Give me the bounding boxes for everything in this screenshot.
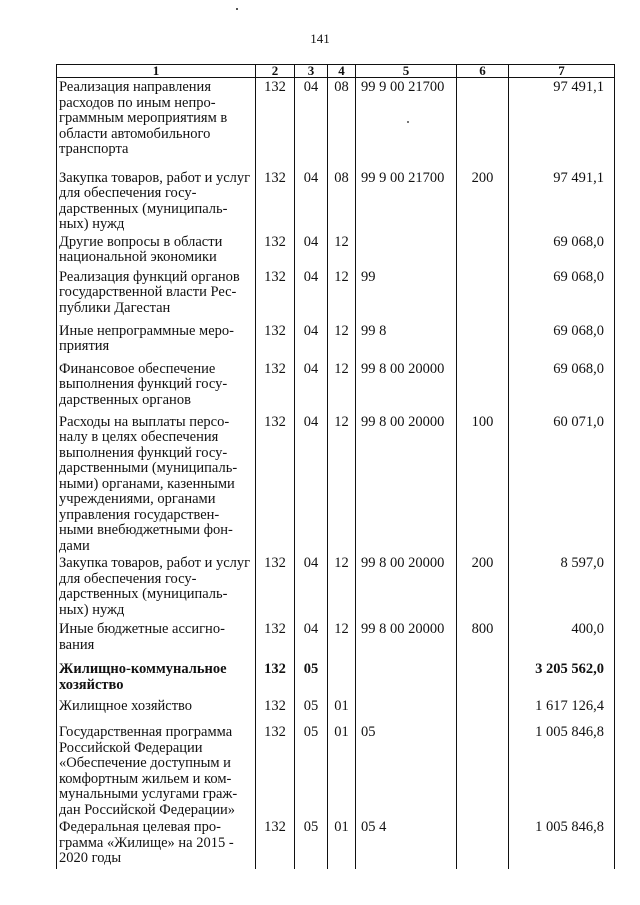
- target-article-code: [356, 660, 457, 697]
- expense-type-code: [457, 78, 509, 169]
- target-article-code: 99 8 00 20000: [356, 620, 457, 660]
- row-name: Федеральная целевая про-грамма «Жилище» на 2015 - 2020 годы: [57, 818, 256, 869]
- subsection-code: 12: [328, 413, 356, 555]
- row-name: Реализация направления расходов по иным непро-граммным мероприятиям в области автомобильного транспорта: [57, 78, 256, 169]
- amount-value: 400,0: [509, 620, 615, 660]
- expense-type-code: [457, 660, 509, 697]
- expense-type-code: [457, 268, 509, 322]
- table-row: [57, 233, 615, 268]
- amount-value: 3 205 562,0: [509, 660, 615, 697]
- subsection-code: 12: [328, 554, 356, 620]
- row-name: Жилищно-коммунальное хозяйство: [57, 660, 256, 697]
- amount-value: 8 597,0: [509, 554, 615, 620]
- table-row: [57, 697, 615, 723]
- row-name: Расходы на выплаты персо-налу в целях обеспечения выполнения функций госу-дарственными (муниципаль-ными) органами, казенными учреждениями, органами управления государствен-ными внебюджетными фон-дами: [57, 413, 256, 555]
- table-row: [57, 660, 615, 697]
- target-article-code: [356, 697, 457, 723]
- expense-type-code: 200: [457, 554, 509, 620]
- amount-value: 97 491,1: [509, 169, 615, 233]
- section-code: 04: [295, 169, 328, 233]
- expense-type-code: [457, 360, 509, 413]
- section-code: 04: [295, 554, 328, 620]
- target-article-code: 99 9 00 21700: [356, 169, 457, 233]
- section-code: 05: [295, 660, 328, 697]
- page-number: 141: [310, 31, 330, 46]
- scan-mark: [236, 8, 238, 10]
- ministry-code: 132: [256, 620, 295, 660]
- row-name: Иные бюджетные ассигно-вания: [57, 620, 256, 660]
- ministry-code: 132: [256, 169, 295, 233]
- row-name: Реализация функций органов государственной власти Рес-публики Дагестан: [57, 268, 256, 322]
- column-header: 3: [295, 65, 328, 78]
- amount-value: 97 491,1: [509, 78, 615, 169]
- target-article-code: 99 9 00 21700: [356, 78, 457, 169]
- section-code: 04: [295, 413, 328, 555]
- table-row: [57, 818, 615, 869]
- table-row: [57, 360, 615, 413]
- row-name: Иные непрограммные меро-приятия: [57, 322, 256, 360]
- amount-value: 1 005 846,8: [509, 723, 615, 818]
- expense-type-code: [457, 697, 509, 723]
- column-header: 5: [356, 65, 457, 78]
- amount-value: 69 068,0: [509, 322, 615, 360]
- amount-value: 60 071,0: [509, 413, 615, 555]
- table-row: [57, 620, 615, 660]
- expense-type-code: [457, 322, 509, 360]
- header-row: [57, 65, 615, 78]
- amount-value: 1 005 846,8: [509, 818, 615, 869]
- table-row: [57, 723, 615, 818]
- target-article-code: 99 8: [356, 322, 457, 360]
- row-name: Закупка товаров, работ и услуг для обеспечения госу-дарственных (муниципаль-ных) нужд: [57, 169, 256, 233]
- column-header: 7: [509, 65, 615, 78]
- ministry-code: 132: [256, 723, 295, 818]
- target-article-code: 99 8 00 20000: [356, 360, 457, 413]
- table-row: [57, 268, 615, 322]
- expense-type-code: 200: [457, 169, 509, 233]
- target-article-code: 05: [356, 723, 457, 818]
- section-code: 04: [295, 360, 328, 413]
- table-row: [57, 554, 615, 620]
- ministry-code: 132: [256, 233, 295, 268]
- ministry-code: 132: [256, 360, 295, 413]
- amount-value: 69 068,0: [509, 233, 615, 268]
- subsection-code: 12: [328, 620, 356, 660]
- target-article-code: 99 8 00 20000: [356, 413, 457, 555]
- section-code: 05: [295, 818, 328, 869]
- target-article-code: [356, 233, 457, 268]
- section-code: 04: [295, 268, 328, 322]
- expense-type-code: [457, 233, 509, 268]
- subsection-code: 08: [328, 78, 356, 169]
- ministry-code: 132: [256, 78, 295, 169]
- row-name: Государственная программа Российской Федерации «Обеспечение доступным и комфортным жильем и ком-мунальными услугами граж-дан Российской Федерации»: [57, 723, 256, 818]
- target-article-code: 99: [356, 268, 457, 322]
- ministry-code: 132: [256, 268, 295, 322]
- budget-table: [56, 64, 615, 869]
- row-name: Другие вопросы в области национальной экономики: [57, 233, 256, 268]
- ministry-code: 132: [256, 322, 295, 360]
- expense-type-code: [457, 818, 509, 869]
- row-name: Жилищное хозяйство: [57, 697, 256, 723]
- subsection-code: 12: [328, 322, 356, 360]
- column-header: 1: [57, 65, 256, 78]
- subsection-code: 08: [328, 169, 356, 233]
- table-row: [57, 413, 615, 555]
- column-header: 6: [457, 65, 509, 78]
- table-row: [57, 169, 615, 233]
- section-code: 04: [295, 322, 328, 360]
- section-code: 04: [295, 233, 328, 268]
- column-header: 4: [328, 65, 356, 78]
- target-article-code: 99 8 00 20000: [356, 554, 457, 620]
- subsection-code: 12: [328, 233, 356, 268]
- subsection-code: 01: [328, 818, 356, 869]
- ministry-code: 132: [256, 660, 295, 697]
- expense-type-code: 800: [457, 620, 509, 660]
- section-code: 05: [295, 697, 328, 723]
- ministry-code: 132: [256, 413, 295, 555]
- expense-type-code: [457, 723, 509, 818]
- ministry-code: 132: [256, 554, 295, 620]
- expense-type-code: 100: [457, 413, 509, 555]
- subsection-code: [328, 660, 356, 697]
- subsection-code: 12: [328, 360, 356, 413]
- amount-value: 69 068,0: [509, 268, 615, 322]
- column-header: 2: [256, 65, 295, 78]
- subsection-code: 12: [328, 268, 356, 322]
- section-code: 04: [295, 620, 328, 660]
- ministry-code: 132: [256, 818, 295, 869]
- ministry-code: 132: [256, 697, 295, 723]
- target-article-code: 05 4: [356, 818, 457, 869]
- table-row: [57, 78, 615, 169]
- section-code: 05: [295, 723, 328, 818]
- amount-value: 1 617 126,4: [509, 697, 615, 723]
- section-code: 04: [295, 78, 328, 169]
- row-name: Закупка товаров, работ и услуг для обеспечения госу-дарственных (муниципаль-ных) нужд: [57, 554, 256, 620]
- row-name: Финансовое обеспечение выполнения функций госу-дарственных органов: [57, 360, 256, 413]
- amount-value: 69 068,0: [509, 360, 615, 413]
- table-row: [57, 322, 615, 360]
- subsection-code: 01: [328, 723, 356, 818]
- subsection-code: 01: [328, 697, 356, 723]
